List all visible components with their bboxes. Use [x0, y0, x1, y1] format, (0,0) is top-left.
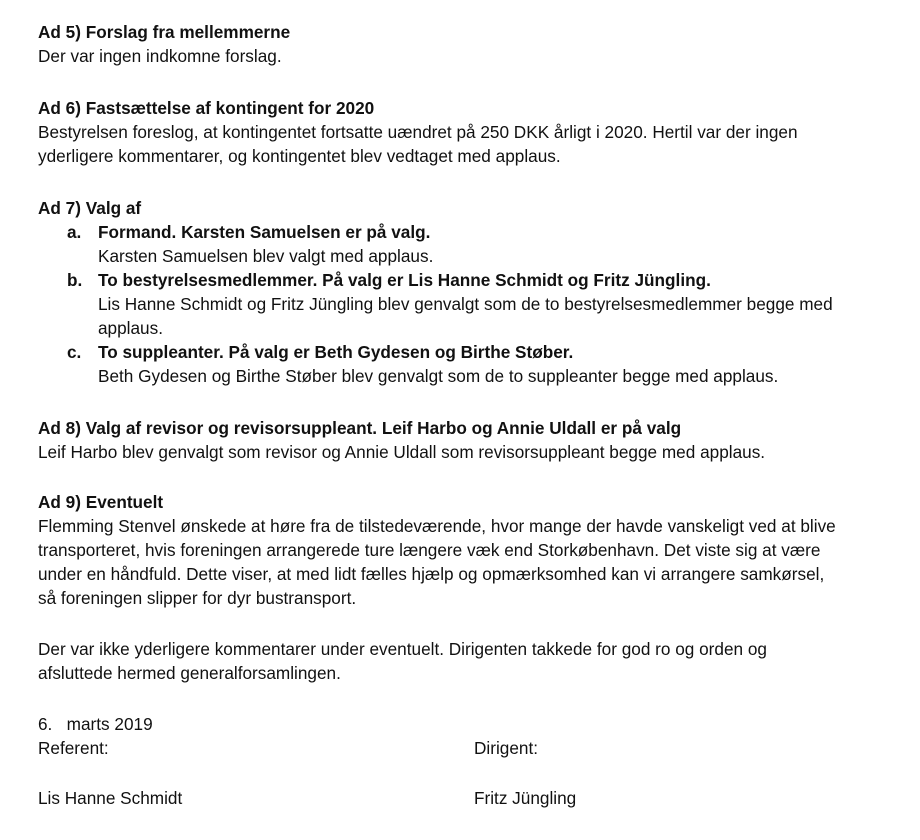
dirigent-name: Fritz Jüngling [474, 788, 577, 808]
election-item-a [38, 220, 898, 268]
section-text-line: Der var ingen indkomne forslag. [38, 46, 282, 66]
closing-paragraph [38, 637, 898, 685]
section-text-line: afsluttede hermed generalforsamlingen. [38, 663, 341, 683]
section-ad8 [38, 416, 898, 464]
section-ad5 [38, 20, 898, 68]
item-text-line: Lis Hanne Schmidt og Fritz Jüngling blev genvalgt som de to bestyrelsesmedlemmer begge med [98, 294, 833, 314]
election-item-b [38, 268, 898, 340]
item-title: To bestyrelsesmedlemmer. På valg er Lis Hanne Schmidt og Fritz Jüngling. [98, 270, 711, 290]
section-ad9 [38, 490, 898, 610]
referent-signature-block [38, 736, 182, 810]
section-heading: Ad 6) Fastsættelse af kontingent for 2020 [38, 98, 375, 118]
section-text-line: Bestyrelsen foreslog, at kontingentet fortsatte uændret på 250 DKK årligt i 2020. Hertil var der ingen [38, 122, 798, 142]
section-heading: Ad 9) Eventuelt [38, 492, 164, 512]
section-text-line: under en håndfuld. Dette viser, at med lidt fælles hjælp og opmærksomhed kan vi arrangere samkørsel, [38, 564, 825, 584]
referent-label: Referent: [38, 738, 109, 758]
section-text-line: så foreningen slipper for dyr bustransport. [38, 588, 357, 608]
dirigent-label: Dirigent: [474, 738, 538, 758]
section-heading: Ad 8) Valg af revisor og revisorsuppleant. Leif Harbo og Annie Uldall er på valg [38, 418, 682, 438]
section-text-line: Leif Harbo blev genvalgt som revisor og Annie Uldall som revisorsuppleant begge med applaus. [38, 442, 766, 462]
section-text-line: transporteret, hvis foreningen arrangerede ture længere væk end Storkøbenhavn. Det viste sig at være [38, 540, 821, 560]
section-text-line: Flemming Stenvel ønskede at høre fra de tilstedeværende, hvor mange der havde vanskeligt ved at blive [38, 516, 836, 536]
section-ad7 [38, 196, 898, 388]
list-marker: b. [67, 270, 83, 290]
section-heading: Ad 7) Valg af [38, 198, 142, 218]
item-text-line: Karsten Samuelsen blev valgt med applaus. [98, 246, 434, 266]
section-text-line: Der var ikke yderligere kommentarer under eventuelt. Dirigenten takkede for god ro og orden og [38, 639, 767, 659]
item-text-line: applaus. [98, 318, 163, 338]
referent-name: Lis Hanne Schmidt [38, 788, 183, 808]
section-ad6 [38, 96, 898, 168]
document-date [38, 712, 898, 736]
dirigent-signature-block [474, 736, 576, 810]
election-item-c [38, 340, 898, 388]
section-heading: Ad 5) Forslag fra mellemmerne [38, 22, 291, 42]
item-title: Formand. Karsten Samuelsen er på valg. [98, 222, 431, 242]
list-marker: c. [67, 342, 82, 362]
list-marker: a. [67, 222, 82, 242]
item-text-line: Beth Gydesen og Birthe Støber blev genvalgt som de to suppleanter begge med applaus. [98, 366, 779, 386]
date-text: 6. marts 2019 [38, 714, 153, 734]
section-text-line: yderligere kommentarer, og kontingentet blev vedtaget med applaus. [38, 146, 561, 166]
item-title: To suppleanter. På valg er Beth Gydesen og Birthe Støber. [98, 342, 574, 362]
